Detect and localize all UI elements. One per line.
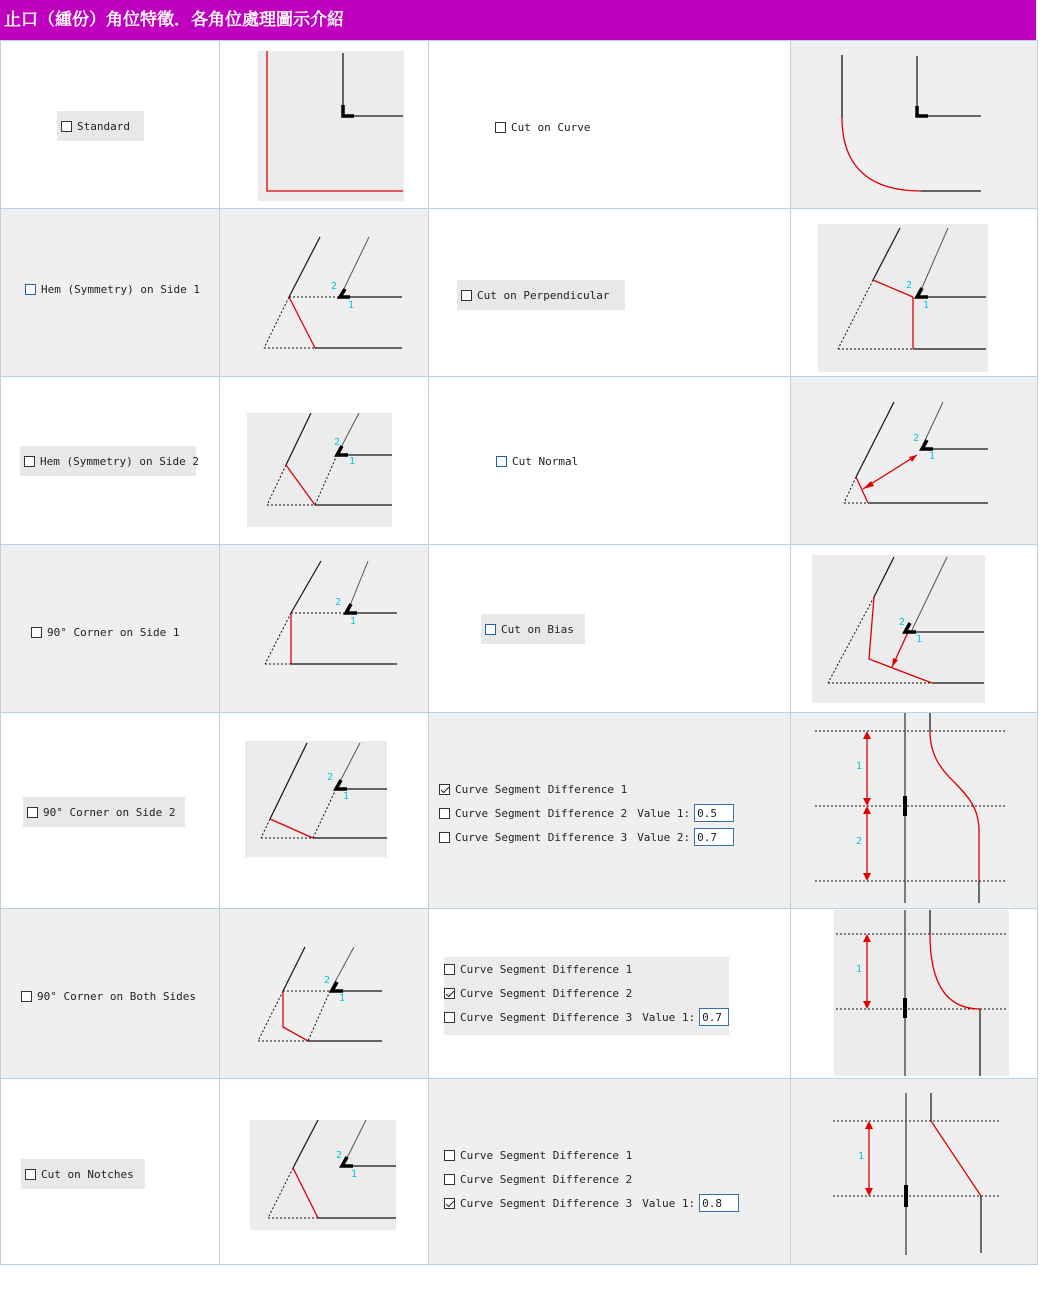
cut-on-notches-checkbox[interactable] (25, 1169, 36, 1180)
curve-segment-option-3[interactable]: Curve Segment Difference 3 Value 1: 0.8 (444, 1191, 739, 1215)
label-2: 2 (324, 975, 331, 986)
curve-segment-checkbox-3[interactable] (439, 832, 450, 843)
label-1: 1 (929, 451, 936, 462)
diagram-cell (220, 1079, 429, 1265)
corner-options-table (0, 40, 1038, 1265)
diagram-cell (791, 1079, 1038, 1265)
hem-side1-diagram (260, 233, 410, 353)
curve-segment-checkbox-3[interactable] (444, 1012, 455, 1023)
curve-segment-option-3[interactable]: Curve Segment Difference 3 Value 1: 0.7 (444, 1005, 729, 1029)
curve-segment-option-3[interactable]: Curve Segment Difference 3 Value 2: 0.7 (439, 825, 734, 849)
label-1: 1 (348, 300, 355, 311)
option-cell (429, 41, 791, 209)
curve-segment-checkbox-1[interactable] (444, 1150, 455, 1161)
label-1: 1 (916, 634, 923, 645)
curve-segment-checkbox-1[interactable] (444, 964, 455, 975)
cut-on-notches-option[interactable]: Cut on Notches (21, 1159, 145, 1189)
curve-segment-option-2[interactable]: Curve Segment Difference 2 Value 1: 0.5 (439, 801, 734, 825)
curve-segment-checkbox-1[interactable] (439, 784, 450, 795)
corner90-both-checkbox[interactable] (21, 991, 32, 1002)
diagram-cell (791, 209, 1038, 377)
label-1: 1 (343, 791, 350, 802)
curve-segment-checkbox-2[interactable] (444, 1174, 455, 1185)
hem-side2-diagram (247, 413, 392, 527)
value-1-input[interactable]: 0.7 (699, 1008, 729, 1026)
option-cell (1, 209, 220, 377)
diagram-cell (220, 377, 429, 545)
option-cell (1, 909, 220, 1079)
option-cell (1, 377, 220, 545)
label-2: 2 (913, 433, 920, 444)
cut-on-curve-option[interactable]: Cut on Curve (491, 112, 596, 142)
curve-panel-1 (439, 777, 734, 849)
diagram-cell (791, 545, 1038, 713)
corner90-side2-diagram (245, 741, 387, 857)
label-1: 1 (351, 1169, 358, 1180)
corner90-side1-option[interactable]: 90° Corner on Side 1 (27, 617, 185, 647)
curve-diff-3-diagram (831, 1093, 1001, 1255)
label-2: 2 (334, 437, 341, 448)
hem-side1-option[interactable]: Hem (Symmetry) on Side 1 (21, 274, 206, 304)
value-2-input[interactable]: 0.7 (694, 828, 734, 846)
curve-segment-option-1[interactable]: Curve Segment Difference 1 (439, 777, 734, 801)
corner90-side2-checkbox[interactable] (27, 807, 38, 818)
cut-normal-diagram (831, 397, 1001, 507)
curve-segment-option-1[interactable]: Curve Segment Difference 1 (444, 957, 729, 981)
standard-option[interactable]: Standard (57, 111, 144, 141)
curve-segment-checkbox-2[interactable] (444, 988, 455, 999)
label-1: 1 (856, 964, 863, 975)
cut-on-perpendicular-diagram (818, 224, 988, 372)
label-1: 1 (923, 300, 930, 311)
cut-normal-checkbox[interactable] (496, 456, 507, 467)
curve-panel-cell (429, 713, 791, 909)
diagram-cell (791, 377, 1038, 545)
diagram-cell (791, 41, 1038, 209)
label-1: 1 (856, 761, 863, 772)
option-cell (1, 713, 220, 909)
corner90-both-diagram (255, 943, 395, 1045)
corner90-side1-diagram (260, 557, 405, 672)
curve-segment-option-2[interactable]: Curve Segment Difference 2 (444, 1167, 739, 1191)
cut-on-curve-checkbox[interactable] (495, 122, 506, 133)
cut-on-notches-diagram (250, 1120, 396, 1230)
label-2: 2 (856, 836, 863, 847)
value-1-input[interactable]: 0.8 (699, 1194, 739, 1212)
cut-on-bias-option[interactable]: Cut on Bias (481, 614, 585, 644)
diagram-cell (220, 713, 429, 909)
diagram-cell (220, 909, 429, 1079)
diagram-cell (220, 41, 429, 209)
curve-segment-option-2[interactable]: Curve Segment Difference 2 (444, 981, 729, 1005)
hem-side2-option[interactable]: Hem (Symmetry) on Side 2 (20, 446, 196, 476)
curve-panel-cell (429, 1079, 791, 1265)
diagram-cell (220, 209, 429, 377)
curve-segment-checkbox-3[interactable] (444, 1198, 455, 1209)
corner90-both-option[interactable]: 90° Corner on Both Sides (17, 981, 202, 1011)
option-cell (1, 41, 220, 209)
curve-panel-2 (444, 957, 729, 1035)
cut-on-curve-diagram (831, 53, 991, 198)
option-cell (429, 545, 791, 713)
curve-diff-2-diagram (834, 910, 1009, 1076)
curve-diff-1-diagram (811, 713, 1011, 903)
hem-side1-checkbox[interactable] (25, 284, 36, 295)
cut-normal-option[interactable]: Cut Normal (492, 446, 584, 476)
label-1: 1 (339, 993, 346, 1004)
corner90-side1-checkbox[interactable] (31, 627, 42, 638)
diagram-cell (791, 713, 1038, 909)
standard-checkbox[interactable] (61, 121, 72, 132)
option-cell (1, 545, 220, 713)
curve-segment-option-1[interactable]: Curve Segment Difference 1 (444, 1143, 739, 1167)
label-2: 2 (336, 1150, 343, 1161)
label-2: 2 (899, 617, 906, 628)
label-2: 2 (906, 280, 913, 291)
value-1-input[interactable]: 0.5 (694, 804, 734, 822)
diagram-cell (791, 909, 1038, 1079)
option-cell (429, 377, 791, 545)
cut-on-perpendicular-checkbox[interactable] (461, 290, 472, 301)
label-1: 1 (350, 616, 357, 627)
cut-on-perpendicular-option[interactable]: Cut on Perpendicular (457, 280, 625, 310)
curve-panel-cell (429, 909, 791, 1079)
curve-panel-3 (444, 1143, 739, 1215)
standard-diagram (258, 51, 404, 201)
cut-on-bias-diagram (812, 555, 985, 703)
label-2: 2 (331, 281, 338, 292)
cut-on-bias-checkbox[interactable] (485, 624, 496, 635)
diagram-cell (220, 545, 429, 713)
curve-segment-checkbox-2[interactable] (439, 808, 450, 819)
option-cell (1, 1079, 220, 1265)
page-title: 止口（緟份）角位特徵．各角位處理圖示介紹 (0, 0, 1036, 40)
hem-side2-checkbox[interactable] (24, 456, 35, 467)
corner90-side2-option[interactable]: 90° Corner on Side 2 (23, 797, 185, 827)
label-1: 1 (858, 1151, 865, 1162)
label-1: 1 (349, 456, 356, 467)
label-2: 2 (327, 772, 334, 783)
label-2: 2 (335, 597, 342, 608)
option-cell (429, 209, 791, 377)
